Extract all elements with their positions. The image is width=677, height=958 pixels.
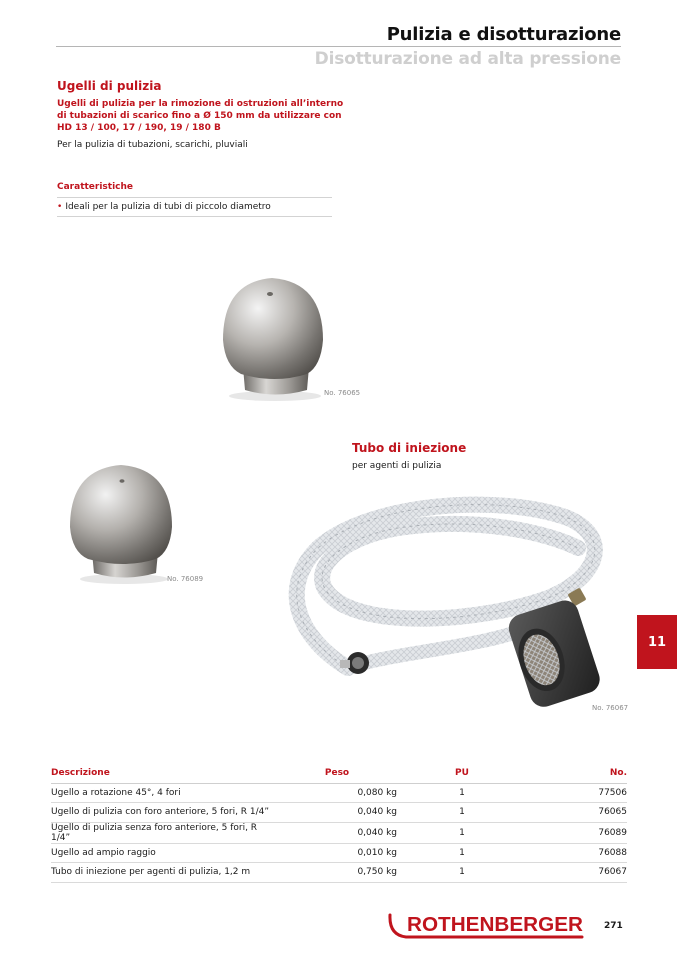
row-description: Ugello ad ampio raggio (51, 843, 277, 863)
hose-number: No. 76067 (592, 704, 629, 712)
row-pu: 1 (397, 783, 527, 803)
nozzle-small-image (64, 457, 179, 585)
section-title: Ugelli di pulizia (57, 79, 162, 93)
row-number: 77506 (527, 783, 627, 803)
page-number: 271 (604, 921, 623, 931)
rothenberger-logo (386, 909, 586, 941)
row-description: Tubo di iniezione per agenti di pulizia, 1,2 m (51, 863, 277, 883)
row-description: Ugello di pulizia con foro anteriore, 5 fori, R 1/4” (51, 803, 277, 823)
bullet-icon: • (57, 202, 63, 212)
page-subtitle: Disotturazione ad alta pressione (314, 49, 621, 69)
logo-text: ROTHENBERGER (407, 914, 584, 936)
feature-text: Ideali per la pulizia di tubi di piccolo diametro (65, 202, 271, 212)
row-pu: 1 (397, 843, 527, 863)
section-subtitle: Ugelli di pulizia per la rimozione di ostruzioni all’interno di tubazioni di scarico fino a Ø 150 mm da utilizzare con HD 13 / 100, 17 / 190, 19 / 180 B (57, 99, 344, 133)
row-weight: 0,040 kg (277, 822, 397, 843)
row-weight: 0,750 kg (277, 863, 397, 883)
row-pu: 1 (397, 822, 527, 843)
table-row (51, 783, 627, 803)
section-description: Per la pulizia di tubazioni, scarichi, pluviali (57, 140, 248, 150)
nozzle-large-number: No. 76065 (324, 389, 361, 397)
row-number: 76088 (527, 843, 627, 863)
row-weight: 0,080 kg (277, 783, 397, 803)
table-row (51, 863, 627, 883)
row-number: 76065 (527, 803, 627, 823)
header-divider (56, 46, 621, 47)
page-title: Pulizia e disotturazione (386, 24, 621, 45)
row-weight: 0,040 kg (277, 803, 397, 823)
header-pu: PU (397, 764, 527, 783)
chapter-tab[interactable]: 11 (637, 615, 677, 669)
row-description: Ugello a rotazione 45°, 4 fori (51, 783, 277, 803)
row-pu: 1 (397, 803, 527, 823)
hose-title: Tubo di iniezione (352, 441, 467, 455)
header-descrizione: Descrizione (51, 764, 277, 783)
table-row (51, 843, 627, 863)
row-pu: 1 (397, 863, 527, 883)
header-peso: Peso (277, 764, 397, 783)
feature-item (57, 198, 332, 216)
features-list (57, 197, 332, 217)
row-number: 76089 (527, 822, 627, 843)
row-weight: 0,010 kg (277, 843, 397, 863)
nozzle-small-number: No. 76089 (167, 575, 204, 583)
table-row (51, 803, 627, 823)
table-row (51, 822, 627, 843)
table-header-row (51, 764, 627, 783)
header-no: No. (527, 764, 627, 783)
product-table (51, 764, 627, 883)
features-heading: Caratteristiche (57, 182, 134, 192)
hose-subtitle: per agenti di pulizia (352, 461, 442, 471)
hose-image (278, 478, 618, 718)
nozzle-large-image (215, 262, 330, 402)
row-description: Ugello di pulizia senza foro anteriore, 5 fori, R 1/4” (51, 822, 277, 843)
row-number: 76067 (527, 863, 627, 883)
